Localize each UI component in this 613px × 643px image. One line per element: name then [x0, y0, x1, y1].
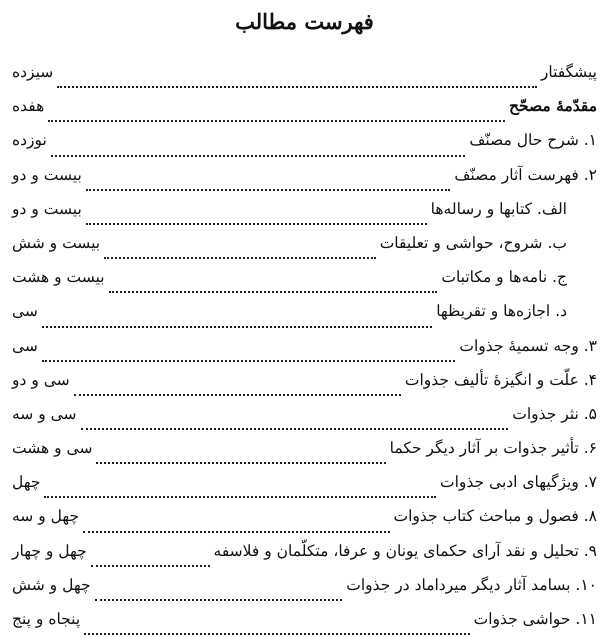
- dot-leader: [44, 495, 436, 498]
- entry-page: چهل و چهار: [12, 541, 87, 560]
- dot-leader: [74, 393, 401, 396]
- entry-label: مقدّمهٔ مصحّح: [508, 96, 597, 116]
- dot-leader: [81, 427, 509, 430]
- entry-page: سی: [12, 336, 38, 355]
- dot-leader: [48, 119, 505, 122]
- toc-subentry: [12, 233, 597, 267]
- entry-page: هفده: [12, 97, 45, 116]
- entry-label: ج. نامەها و مکاتبات: [441, 268, 567, 287]
- entry-label: ۲. فهرست آثار مصنّف: [454, 165, 597, 184]
- toc-entry: [12, 472, 597, 506]
- toc-subentry: [12, 199, 597, 233]
- dot-leader: [91, 564, 210, 567]
- entry-label: ۱۱. حواشی جذوات: [473, 610, 597, 628]
- dot-leader: [51, 154, 466, 157]
- dot-leader: [84, 632, 469, 635]
- entry-page: سی: [12, 302, 38, 321]
- entry-page: سی و سه: [12, 404, 77, 423]
- entry-label: ۹. تحلیل و نقد آرای حکمای یونان و عرفا، متکلّمان و فلاسفه: [213, 541, 597, 560]
- entry-page: سی و هشت: [12, 439, 93, 458]
- entry-page: بیست و شش: [12, 233, 101, 252]
- entry-page: سیزده: [12, 63, 54, 81]
- toc-entry: [12, 438, 597, 472]
- table-of-contents: [12, 62, 597, 643]
- entry-label: ۸. فصول و مباحث کتاب جذوات: [393, 507, 597, 526]
- dot-leader: [83, 530, 389, 533]
- page-title: فهرست مطالب: [235, 9, 374, 34]
- entry-label: ۱۰. بسامد آثار دیگر میرداماد در جذوات: [346, 575, 597, 594]
- toc-subentry: [12, 301, 597, 335]
- toc-entry: [12, 165, 597, 199]
- entry-label: ۱. شرح حال مصنّف: [469, 131, 597, 150]
- entry-label: الف. کتابها و رسالەها: [430, 199, 567, 218]
- toc-entry: [12, 96, 597, 130]
- entry-page: پنجاه و پنج: [12, 610, 81, 628]
- toc-subentry: [12, 267, 597, 301]
- entry-page: بیست و دو: [12, 199, 82, 218]
- dot-leader: [42, 325, 432, 328]
- entry-label: ۴. علّت و انگیزهٔ تألیف جذوات: [404, 370, 597, 389]
- dot-leader: [86, 188, 451, 191]
- dot-leader: [95, 598, 343, 601]
- toc-entry: [12, 506, 597, 540]
- entry-page: بیست و دو: [12, 165, 82, 184]
- entry-page: چهل: [12, 473, 41, 492]
- dot-leader: [57, 85, 537, 88]
- entry-label: د. اجازەها و تقریظها: [436, 302, 567, 321]
- dot-leader: [96, 461, 385, 464]
- toc-entry: [12, 62, 597, 96]
- dot-leader: [42, 359, 455, 362]
- toc-entry: [12, 609, 597, 643]
- entry-page: چهل و سه: [12, 507, 80, 526]
- entry-label: ب. شروح، حواشی و تعلیقات: [379, 233, 567, 252]
- entry-page: چهل و شش: [12, 575, 91, 594]
- toc-entry: [12, 370, 597, 404]
- entry-page: نوزده: [12, 131, 47, 150]
- toc-entry: [12, 541, 597, 575]
- dot-leader: [104, 256, 376, 259]
- entry-label: ۵. نثر جذوات: [512, 404, 597, 423]
- entry-label: ۶. تأثیر جذوات بر آثار دیگر حکما: [389, 439, 597, 458]
- entry-page: بیست و هشت: [12, 268, 105, 287]
- entry-page: سی و دو: [12, 370, 70, 389]
- entry-label: ۳. وجه تسمیهٔ جذوات: [459, 336, 597, 355]
- toc-entry: [12, 130, 597, 164]
- dot-leader: [109, 290, 438, 293]
- entry-label: پیشگفتار: [540, 63, 597, 81]
- toc-entry: [12, 575, 597, 609]
- entry-label: ۷. ویژگیهای ادبی جذوات: [440, 473, 597, 492]
- toc-entry: [12, 404, 597, 438]
- toc-entry: [12, 336, 597, 370]
- dot-leader: [86, 222, 427, 225]
